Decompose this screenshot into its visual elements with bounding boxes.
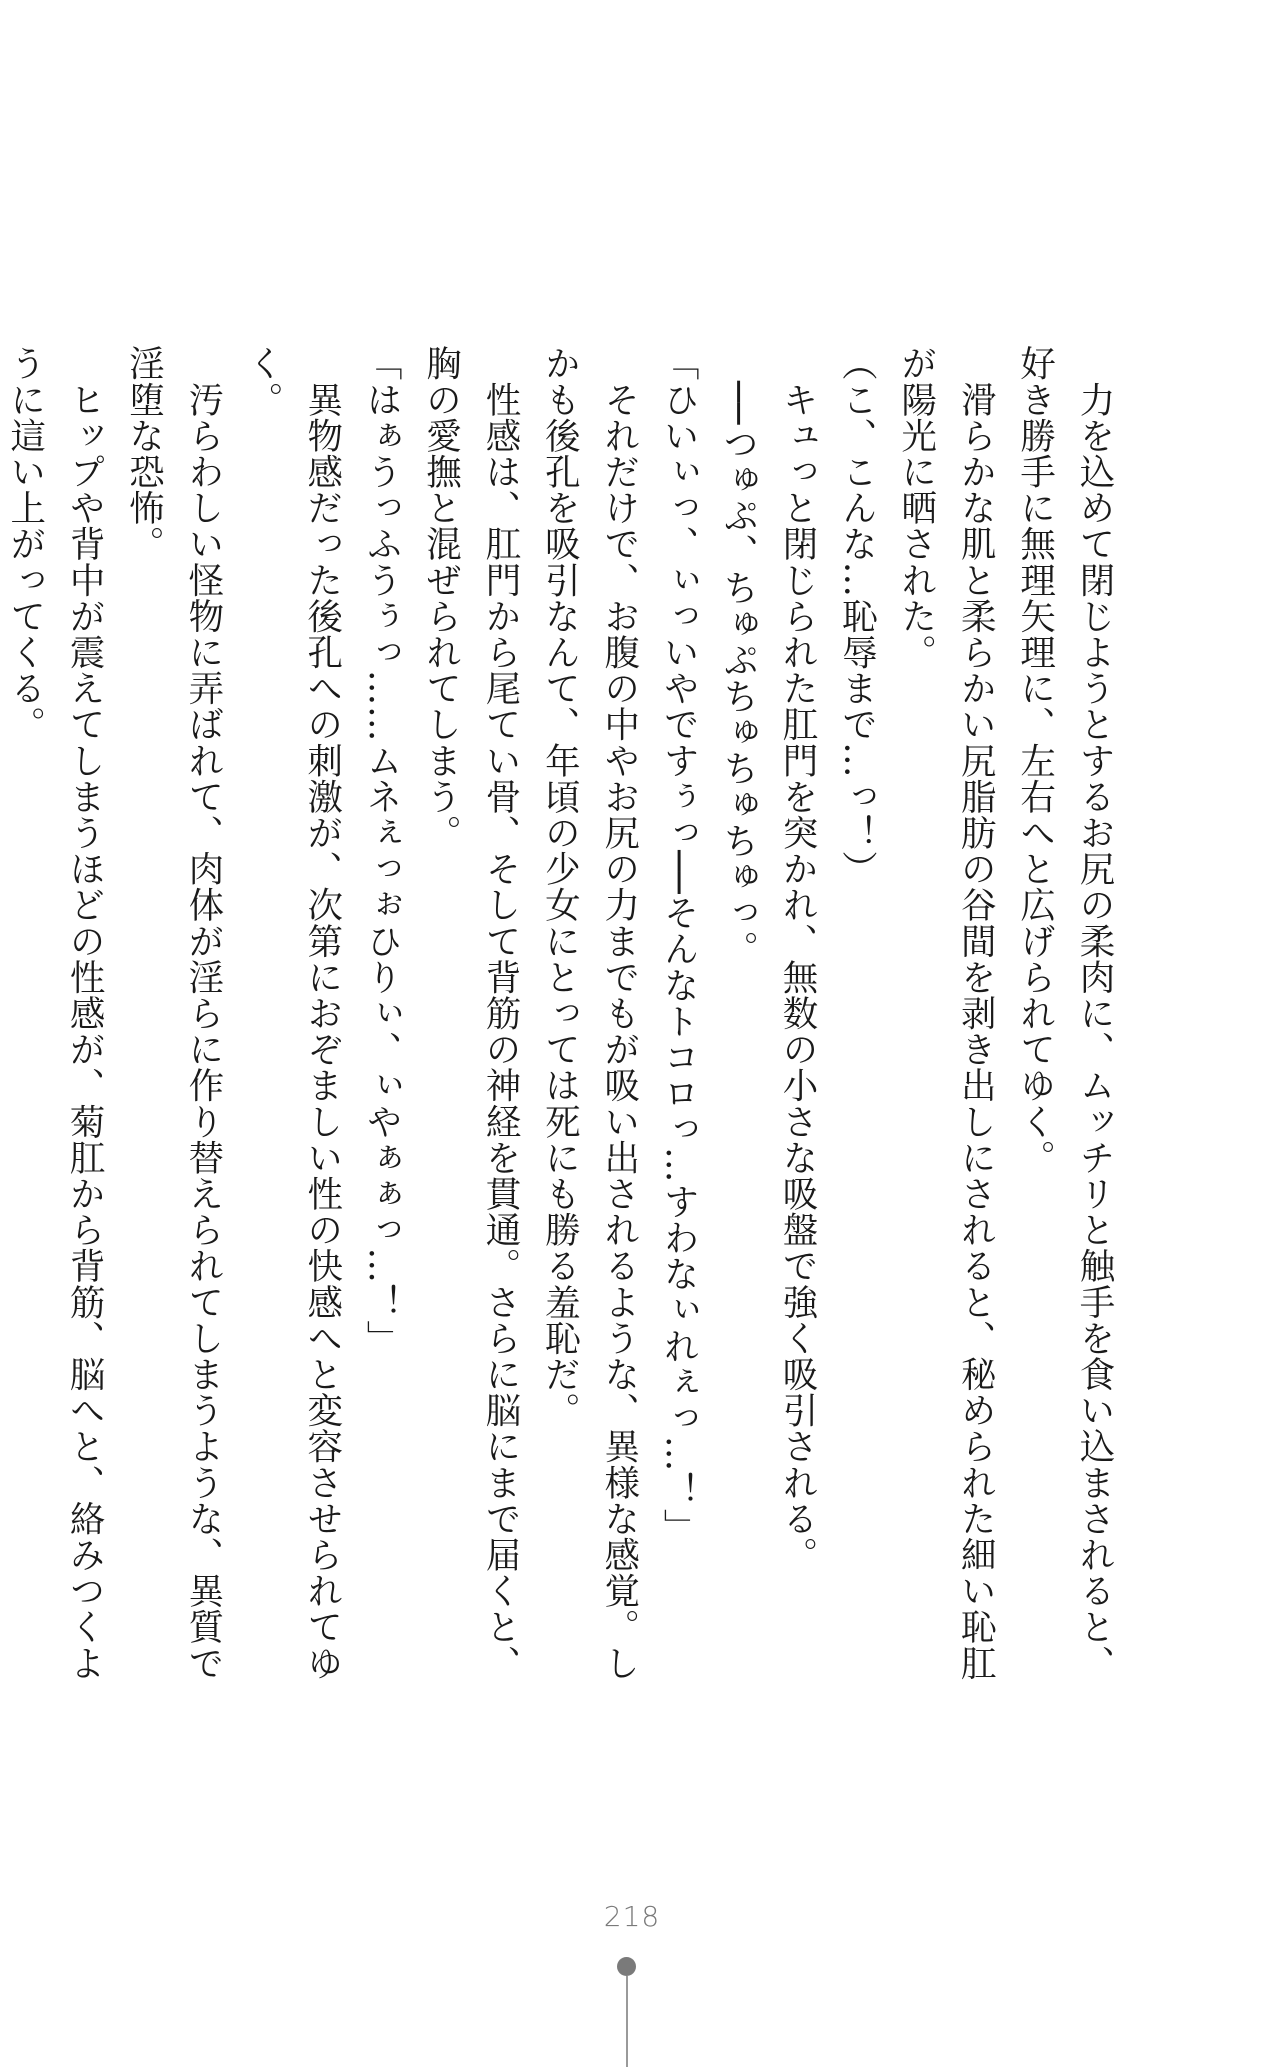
- paragraph: 「ひいぃっ、ぃっいやですぅっ──そんなトコロっ…すわなぃれぇっ…！」: [658, 345, 700, 1545]
- page-number: 218: [603, 1900, 661, 1933]
- paragraph: 汚らわしい怪物に弄ばれて、肉体が淫らに作り替えられてしまうような、異質で淫堕な恐怖。: [123, 345, 224, 1681]
- paragraph: ヒップや背中が震えてしまうほどの性感が、菊肛から背筋、脳へと、絡みつくように這い上がってくる。: [4, 345, 106, 1681]
- page-footer: [0, 1900, 1264, 2067]
- paragraph: 「はぁうっふうぅっ……ムネぇっぉひりぃ、ぃやぁぁっ…！」: [361, 345, 403, 1356]
- paragraph: キュっと閉じられた肛門を突かれ、無数の小さな吸盤で強く吸引される。: [776, 345, 818, 1573]
- paragraph: 異物感だった後孔への刺激が、次第におぞましい性の快感へと変容させられてゆく。: [242, 345, 343, 1681]
- paragraph: 力を込めて閉じようとするお尻の柔肉に、ムッチリと触手を食い込まされると、好き勝手に無理矢理に、左右へと広げられてゆく。: [1014, 345, 1115, 1681]
- paragraph: （こ、こんな…恥辱まで…っ！）: [836, 345, 878, 887]
- paragraph: 性感は、肛門から尾てい骨、そして背筋の神経を貫通。さらに脳にまで届くと、胸の愛撫と混ぜられてしまう。: [420, 345, 521, 1681]
- page-marker-line: [626, 1976, 628, 2067]
- page-marker-dot-icon: [617, 1957, 636, 1976]
- paragraph: それだけで、お腹の中やお尻の力までもが吸い出されるような、異様な感覚。しかも後孔を吸引なんて、年頃の少女にとっては死にも勝る羞恥だ。: [539, 345, 640, 1681]
- paragraph: ──つゅぷ、ちゅぷちゅちゅちゅっ。: [717, 345, 759, 967]
- vertical-text-body: [4, 345, 1124, 1715]
- paragraph: 滑らかな肌と柔らかい尻脂肪の谷間を剥き出しにされると、秘められた細い恥肛が陽光に晒された。: [895, 345, 997, 1681]
